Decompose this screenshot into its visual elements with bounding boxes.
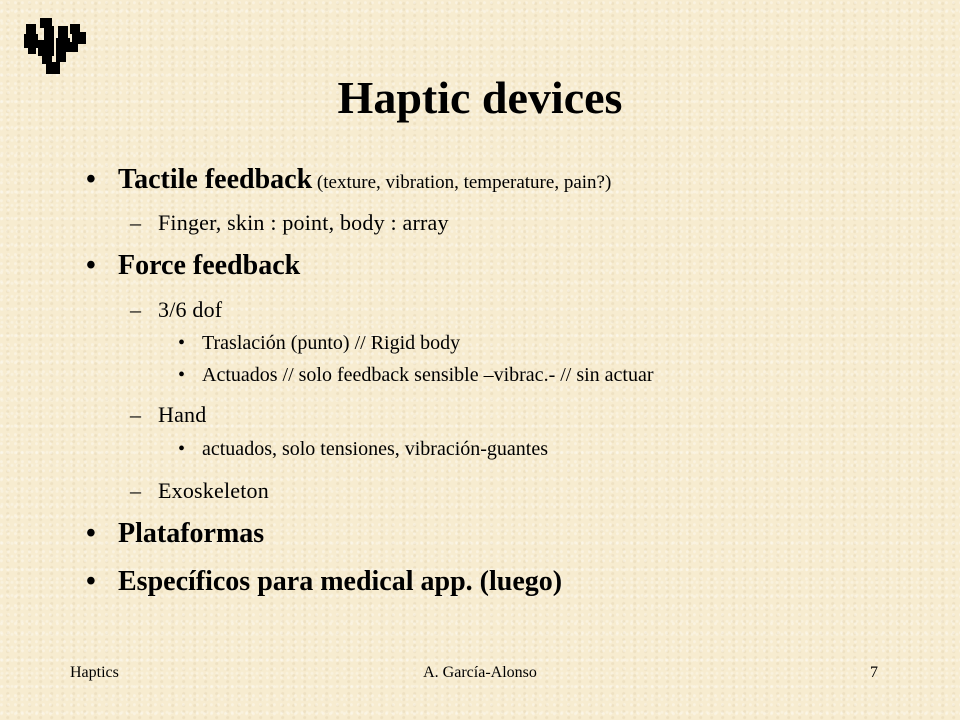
bullet-text: Force feedback — [118, 250, 301, 281]
bullet-text: Plataformas — [118, 518, 265, 549]
sub-sub-item-text: actuados, solo tensiones, vibración-guantes — [202, 438, 549, 460]
dash-marker: – — [130, 297, 142, 322]
footer-left: Haptics — [70, 664, 119, 681]
slide-title: Haptic devices — [337, 72, 623, 123]
sub-item-text: Finger, skin : point, body : array — [158, 210, 449, 235]
sub-item-text: Hand — [158, 402, 207, 427]
bullet-text: Específicos para medical app. (luego) — [118, 566, 563, 597]
bullet-marker: • — [178, 364, 186, 386]
dash-marker: – — [130, 210, 142, 235]
bullet-text: Tactile feedback — [118, 164, 313, 195]
bullet-marker: • — [86, 250, 96, 281]
bullet-marker: • — [86, 518, 96, 549]
sub-sub-item-text: Actuados // solo feedback sensible –vibrac.- // sin actuar — [202, 364, 654, 386]
bullet-marker: • — [86, 566, 96, 597]
bullet-marker: • — [178, 332, 186, 354]
sub-item-text: 3/6 dof — [158, 297, 223, 322]
bullet-parenthetical: (texture, vibration, temperature, pain?) — [312, 172, 612, 193]
sub-item-text: Exoskeleton — [158, 478, 269, 503]
footer-author: A. García-Alonso — [423, 664, 537, 681]
bullet-marker: • — [86, 164, 96, 195]
page-number: 7 — [870, 664, 878, 681]
sub-sub-item-text: Traslación (punto) // Rigid body — [202, 332, 461, 354]
bullet-marker: • — [178, 438, 186, 460]
dash-marker: – — [130, 402, 142, 427]
dash-marker: – — [130, 478, 142, 503]
